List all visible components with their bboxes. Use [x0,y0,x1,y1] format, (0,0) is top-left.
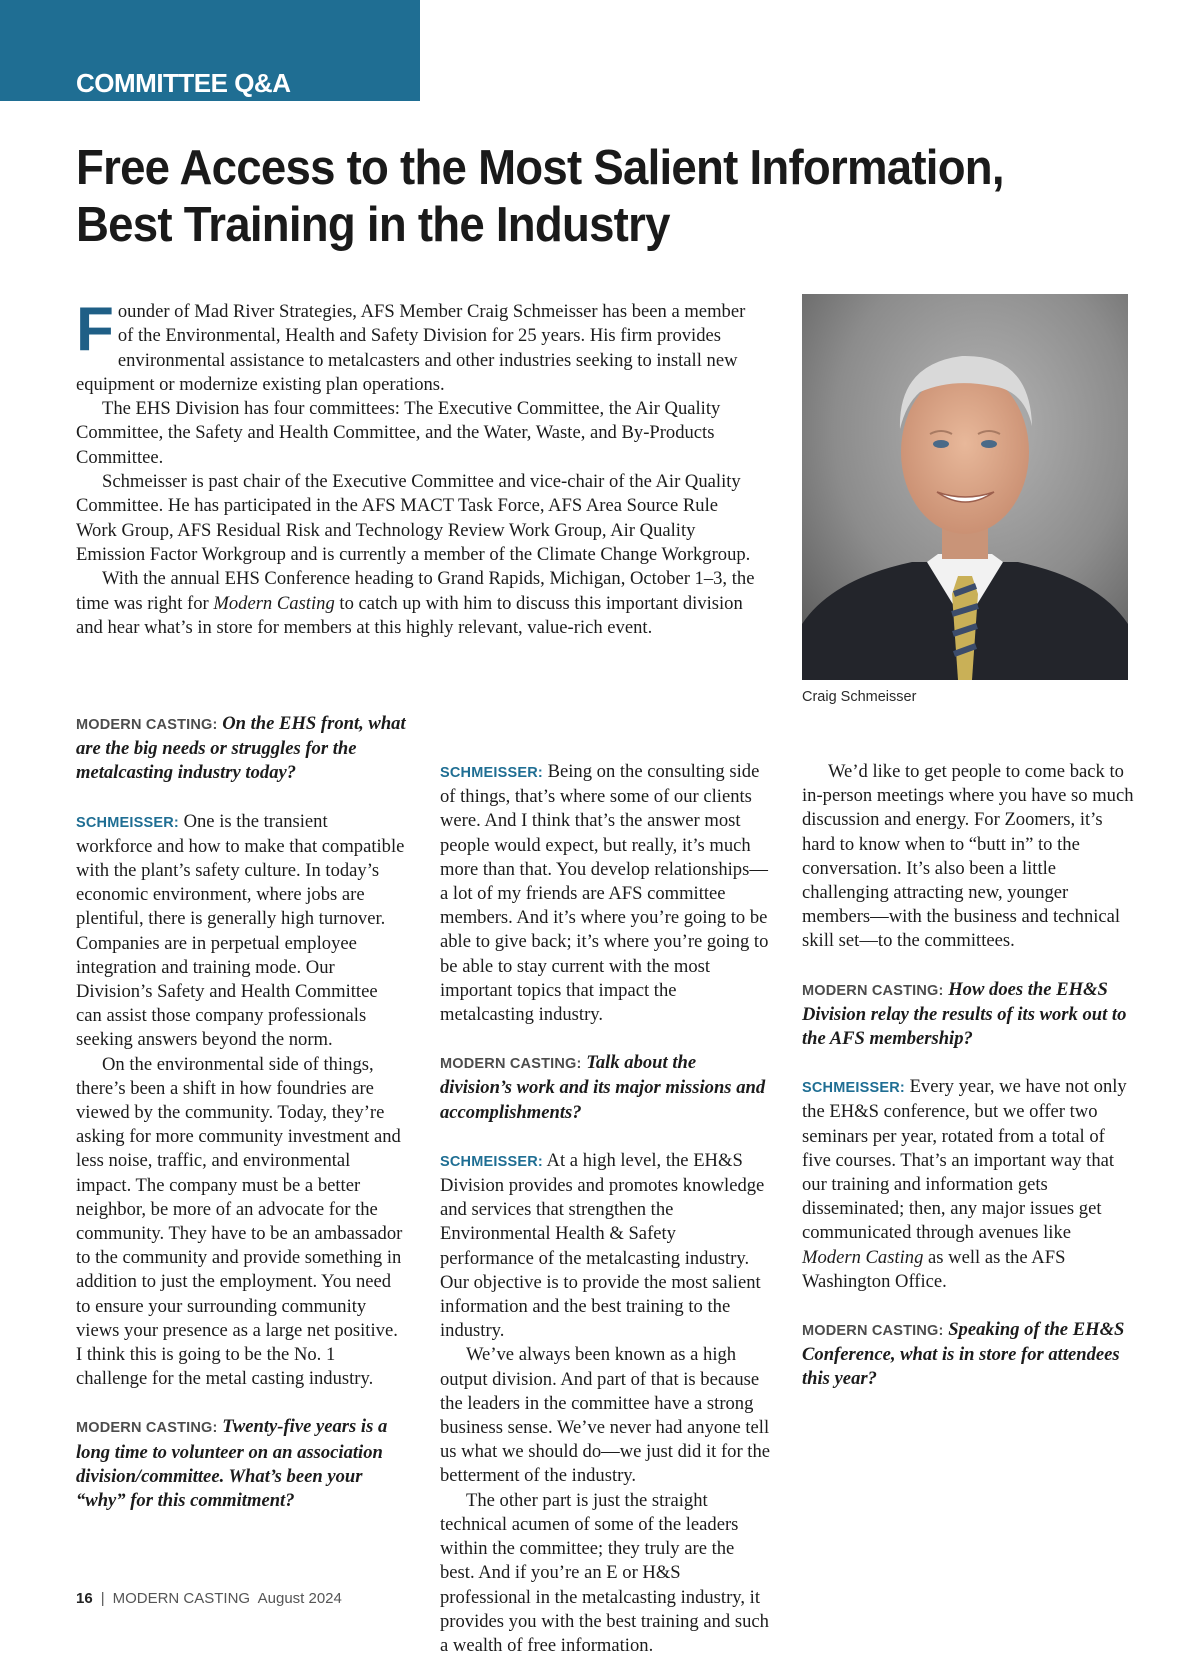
question-label: MODERN CASTING: [440,1056,582,1073]
question [76,712,408,786]
answer [440,1149,772,1344]
question-text: How does the EH&S Division relay the results of its work out to the AFS membership? [802,978,1127,1050]
answer-text: At a high level, the EH&S Division provides and promotes knowledge and services that strengthen the Environmental Health & Safety performance of the metalcasting industry. Our objective is to provide the most salient information and the best training to the industry. [440,1149,765,1342]
answer-text: Being on the consulting side of things, that’s where some of our clients were. And I think that’s the answer most people would expect, but really, it’s much more than that. You develop relationships—a lot of my friends are AFS committee members. And it’s where you’re going to be able to give back; it’s where you’re going to be able to stay current with the most important topics that impact the metalcasting industry. [440,761,769,1026]
answer-label: SCHMEISSER: [440,1153,543,1170]
question-text: Talk about the division’s work and its major missions and accomplishments? [440,1052,766,1123]
question [802,978,1134,1052]
publication-name: Modern Casting [213,592,335,614]
section-tag [0,0,420,101]
question-label: MODERN CASTING: [802,982,944,999]
section-tag-label: COMMITTEE Q&A [76,68,291,98]
issue-date: August 2024 [257,1590,342,1607]
question-label: MODERN CASTING: [802,1323,944,1340]
intro-block [76,295,762,640]
footer-separator: | [100,1590,105,1607]
question [802,1318,1134,1392]
answer-label: SCHMEISSER: [802,1080,905,1097]
publication-name: Modern Casting [802,1246,924,1268]
answer [440,760,772,1027]
intro-text: ounder of Mad River Strategies, AFS Member Craig Schmeisser has been a member of the Environmental, Health and Safety Division for 25 years. His firm provides environmental assistance to metalcasters and other industries seeking to install new equipment or modernize existing plan operations. [76,301,746,395]
question-text: Twenty-five years is a long time to volunteer on an association division/committee. What’s been your “why” for this commitment? [76,1416,388,1512]
page-footer [76,1590,342,1607]
intro-paragraph: With the annual EHS Conference heading to Grand Rapids, Michigan, October 1–3, the time was right for Modern Casting to catch up with him to discuss this important division and hear what’s in store for members at this highly relevant, value-rich event. [76,568,755,638]
intro-paragraph [76,295,762,397]
answer-paragraph: On the environmental side of things, there’s been a shift in how foundries are viewed by the community. Today, they’re asking for more community investment and less noise, traffic, and environmental impact. The company must be a better neighbor, be more of an advocate for the community. They have to be an ambassador to the community and provide something in addition to just the employment. You need to ensure your surrounding community views your presence as a large net positive. I think this is going to be the No. 1 challenge for the metal casting industry. [76,1053,403,1390]
question-text: Speaking of the EH&S Conference, what is in store for attendees this year? [802,1319,1125,1390]
article-headline: Free Access to the Most Salient Information, Best Training in the Industry [76,141,1004,252]
answer: SCHMEISSER: Every year, we have not only the EH&S conference, but we offer two seminars per year, rotated from a total of five courses. That’s an important way that our training and information gets disseminated; then, any major issues get communicated through avenues like Modern Casting as well as the AFS Washington Office. [802,1076,1127,1292]
answer-label: SCHMEISSER: [440,765,543,781]
intro-paragraph: Schmeisser is past chair of the Executive Committee and vice-chair of the Air Quality Committee. He has participated in the AFS MACT Task Force, AFS Area Source Rule Work Group, AFS Residual Risk and Technology Review Work Group, Air Quality Emission Factor Workgroup and is currently a member of the Climate Change Workgroup. [76,471,751,565]
answer-paragraph: We’ve always been known as a high output division. And part of that is because the leaders in the committee have a strong business sense. We’ve never had anyone tell us what we should do—we just did it for the betterment of the industry. [440,1344,771,1487]
column-2 [440,712,772,1658]
question-text: On the EHS front, what are the big needs or struggles for the metalcasting industry today? [76,713,406,784]
drop-cap: F [76,295,114,364]
answer-text: One is the transient workforce and how to make that compatible with the plant’s safety culture. In today’s economic environment, where jobs are plentiful, there is generally high turnover. Companies are in perpetual employee integration and training mode. Our Division’s Safety and Health Committee can assist those company professionals seeking answers beyond the norm. [76,810,405,1051]
answer-paragraph: We’d like to get people to come back to in-person meetings where you have so much discussion and energy. For Zoomers, it’s hard to know when to “butt in” to the conversation. It’s also been a little challenging attracting new, younger members—with the business and technical skill set––to the committees. [802,761,1134,952]
photo-caption: Craig Schmeisser [802,689,917,705]
page-number: 16 [76,1590,93,1607]
portrait-photo [802,294,1128,680]
answer [76,810,408,1053]
question [76,1415,408,1513]
intro-paragraph: The EHS Division has four committees: The Executive Committee, the Air Quality Committee, the Safety and Health Committee, and the Water, Waste, and By-Products Committee. [76,398,721,468]
answer-label: SCHMEISSER: [76,814,179,831]
question-label: MODERN CASTING: [76,1420,218,1437]
question [440,1051,772,1125]
answer-paragraph: The other part is just the straight technical acumen of some of the leaders within the committee; they truly are the best. And if you’re an E or H&S professional in the metalcasting industry, it provides you with the best training and such a wealth of free information. [440,1489,769,1656]
column-3 [802,760,1134,1392]
column-1 [76,712,408,1513]
question-label: MODERN CASTING: [76,717,218,733]
publication-title: MODERN CASTING [112,1590,251,1607]
